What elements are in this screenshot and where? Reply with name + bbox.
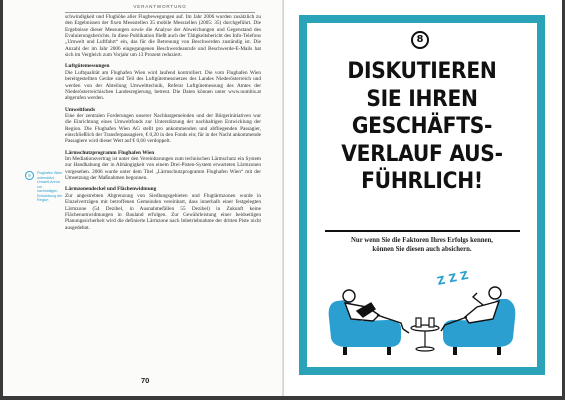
book-spread [3, 0, 562, 396]
margin-note [25, 171, 63, 203]
section-body-luftguete: Die Luftqualität am Flughafen Wien wird laufend kontrolliert. Die vom Flughafen Wien bereitgestellten Geräte sind Teil des Luftgütemessnetzes des Landes Niederösterreich und werden von der Abteilung Umwelttechnik, Referat Luftgütemessung des Amtes der Niederösterreichischen Landesregierung, betreut. Die Daten können unter www.numbis.at abgerufen werden. [65, 69, 261, 102]
running-head [65, 6, 255, 13]
section-heading-umweltfonds: Umweltfonds [65, 106, 96, 113]
section-heading-laermzonendeckel: Lärmzonendeckel und Flächenwidmung [65, 186, 157, 193]
margin-note-number: 9 [25, 171, 34, 180]
section-body-laermzonendeckel: Zur angestrebten Abgrenzung von Siedlungsgebieten und Flugtärmzonen wurde in Einzelverträgen mit betroffenen Gemeinden vereinbart, dass innerhalb einer festgelegten Lärmzone (54 Dezibel, in Ausnahmefällen 55 Dezibel) in Zukunft keine Flächenumwidmungen in Bauland erfolgen. Zur Gewährleistung einer beidseitigen Planungssicherheit wird die definierte Lärmzone nach Inbetriebnahme der dritten Piste nicht ausgedehnt. [65, 192, 261, 231]
subline [307, 236, 537, 254]
armchair-illustration [317, 263, 527, 358]
table-icon [411, 318, 439, 351]
headline-line: GESCHÄFTS- [351, 114, 493, 139]
subline-line-2: können Sie diesen auch absichern. [372, 246, 472, 253]
headline-rule [325, 230, 520, 232]
right-page [284, 0, 562, 396]
subline-line-1: Nur wenn Sie die Faktoren Ihres Erfolgs kennen, [351, 237, 493, 244]
page-number: 70 [141, 376, 150, 385]
poster-panel [307, 23, 537, 367]
headline-line: SIE IHREN [366, 86, 478, 112]
section-heading-luftguete: Luftgütemessungen [65, 63, 110, 70]
running-head-text: VERANTWORTUNG [133, 4, 187, 9]
section-heading-laermschutz: Lärmschutzprogramm Flughafen Wien [65, 149, 155, 156]
headline-line: VERLAUF AUS- [341, 141, 503, 167]
number-badge: 8 [411, 31, 429, 49]
section-body-laermschutz: Im Mediationsvertrag ist unter den Vereinbarungen zum technischen Lärmschutz ein System zur Handhabung der in Abhängigkeit von einem Drei-Pisten-System erwarteten Lärmzonen vorgesehen. 2006 wurde unter dem Titel „Lärmschutzprogramm Flughafen Wien“ mit der Umsetzung der Maßnahmen begonnen. [65, 156, 261, 182]
section-body-umweltfonds: Eine der zentralen Forderungen unserer Nachbargemeinden und der Bürgerinitiativen war die Einrichtung eines Umweltfonds zur Unterstützung der nachhaltigen Entwicklung der Region. Die Flughafen Wien AG stellt pro ankommenden und abfliegenden Passagier, einschließlich der Transferpassagiere, € 0,20 in den Fonds ein; für in der Nacht ankommende Passagiere wird dieser Wert auf € 0,60 verdoppelt. [65, 112, 261, 145]
intro-paragraph: schwindigkeit und Flughöhe aller Flugbewegungen auf. Im Jahr 2006 wurden zusätzlich zu den Ergebnissen der fixen Messstellen 35 mobile Messzellen (2005: 35) durchgeführt. Die Ergebnisse dieser Messungen sowie die Analyse der Abweichungen und Gegenstand des Evaluierungsberichts. In diese Publikation fließt auch der Tätigkeitsbericht des Info-Telefons „Umwelt und Luftfahrt“ ein, das für die Betreuung von Beschwerden zuständig ist. Die Anzahl der im Jahr 2006 eingegangenen Beschwerdeanrufe und Beschwerde-E-Mails hat sich im Vergleich zum Vorjahr um 13 Prozent reduziert. [65, 14, 261, 59]
headline [316, 58, 528, 196]
headline-line: FÜHRLICH! [361, 169, 483, 194]
teal-frame [299, 15, 545, 375]
left-page [3, 0, 284, 396]
margin-note-text: Flughafen Wien unterstützt Umwelt-Arena zur nachhaltigen Entwicklung der Region [37, 171, 63, 202]
headline-line: DISKUTIEREN [347, 59, 497, 84]
text-column [65, 14, 261, 231]
sleep-zzz-text: Z Z Z [435, 268, 470, 288]
